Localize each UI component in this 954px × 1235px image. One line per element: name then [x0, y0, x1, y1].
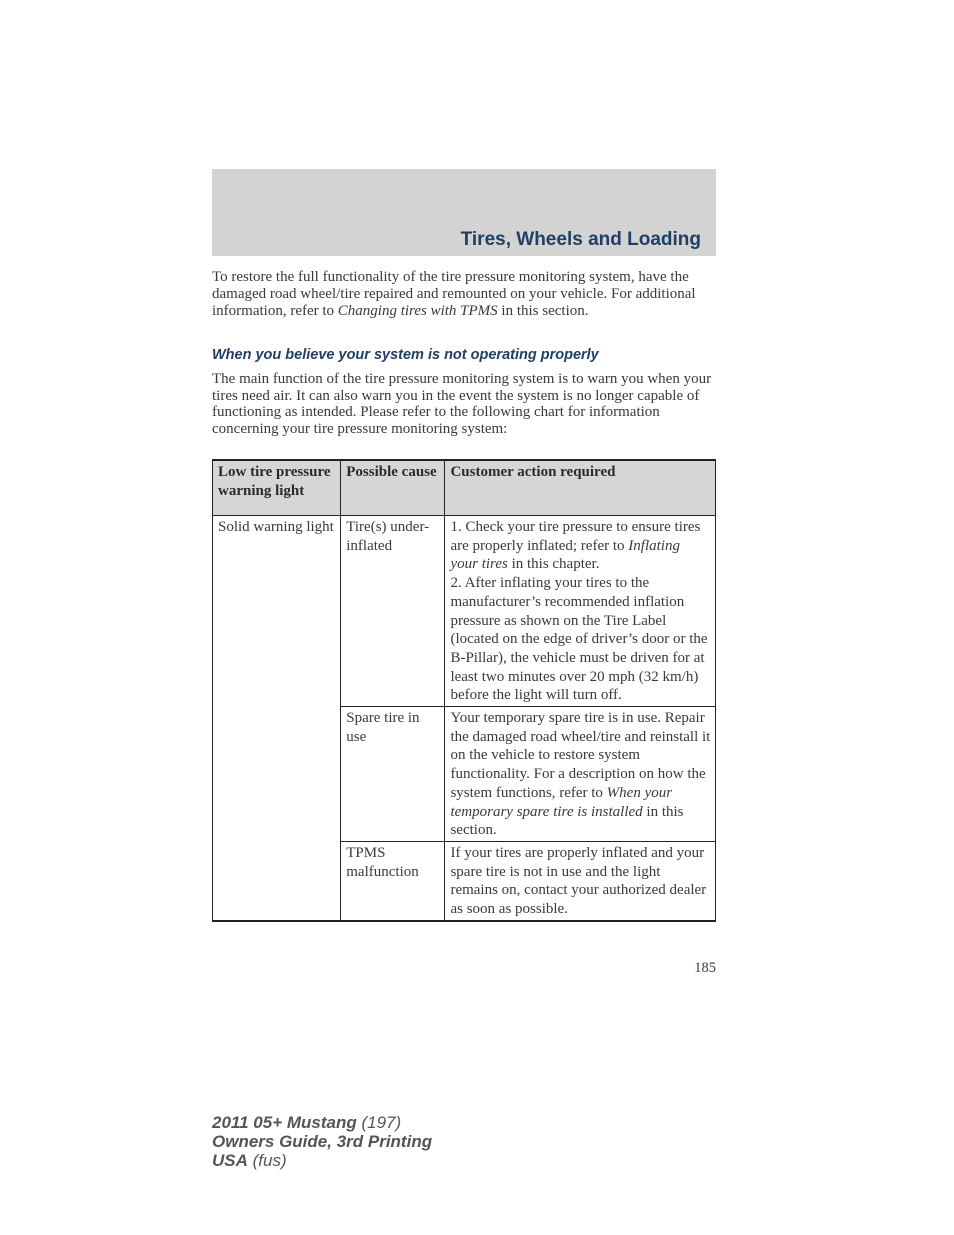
tpms-chart-table [212, 459, 716, 922]
intro-text-before: To restore the full functionality of the tire pressure monitoring system, have the damaged road wheel/tire repaired and remounted on your vehicle. For additional information, refer to [212, 269, 696, 319]
intro-paragraph [212, 269, 716, 320]
action-text: in this chapter. [507, 556, 600, 573]
warning-light-cell: Solid warning light [213, 516, 341, 921]
action-cell: If your tires are properly inflated and your spare tire is not in use and the light remains on, contact your authorized dealer as soon as possible. [445, 841, 716, 920]
intro-reference-link: Changing tires with TPMS [337, 303, 498, 319]
footer-model: 2011 05+ Mustang [212, 1113, 357, 1132]
action-reference-link: When your temporary spare tire is installed [450, 784, 673, 820]
body-paragraph: The main function of the tire pressure monitoring system is to warn you when your tires need air. It can also warn you in the event the system is no longer capable of functioning as intended. Please refer to the following chart for information concerning your tire pressure monitoring system: [212, 371, 712, 437]
intro-text-after: in this section. [497, 303, 589, 319]
header-possible-cause: Possible cause [341, 460, 445, 516]
header-warning-light: Low tire pressure warning light [213, 460, 341, 516]
document-footer [212, 1113, 432, 1170]
footer-line-model [212, 1113, 432, 1132]
subheading: When you believe your system is not operating properly [212, 347, 599, 363]
cause-cell: Tire(s) under-inflated [341, 516, 445, 707]
action-text: 1. Check your tire pressure to ensure tires are properly inflated; refer to [450, 519, 701, 554]
action-text: in this section. [450, 803, 684, 839]
action-cell [445, 516, 716, 707]
footer-market-code: (fus) [247, 1151, 287, 1170]
action-reference-link: Inflating your tires [450, 537, 680, 573]
action-text: 2. After inflating your tires to the manufacturer’s recommended inflation pressure as shown on the Tire Label (located on the edge of driver’s door or the B-Pillar), the vehicle must be driven for at least two minutes over 20 mph (32 km/h) before the light will turn off. [450, 575, 708, 704]
footer-line-guide [212, 1132, 432, 1151]
footer-market: USA [212, 1151, 248, 1170]
action-text: Your temporary spare tire is in use. Repair the damaged road wheel/tire and reinstall it on the vehicle to restore system functionality. For a description on how the system functions, refer to [450, 710, 711, 801]
page-number: 185 [694, 960, 716, 976]
footer-line-market [212, 1151, 432, 1170]
cause-cell: TPMS malfunction [341, 841, 445, 920]
action-cell [445, 707, 716, 842]
header-customer-action: Customer action required [445, 460, 716, 516]
section-title: Tires, Wheels and Loading [460, 229, 701, 250]
table-row [213, 516, 716, 707]
footer-guide: Owners Guide, 3rd Printing [212, 1132, 433, 1151]
table-header-row [213, 460, 716, 516]
footer-model-code: (197) [356, 1113, 402, 1132]
cause-cell: Spare tire in use [341, 707, 445, 842]
section-header-band [212, 169, 716, 256]
